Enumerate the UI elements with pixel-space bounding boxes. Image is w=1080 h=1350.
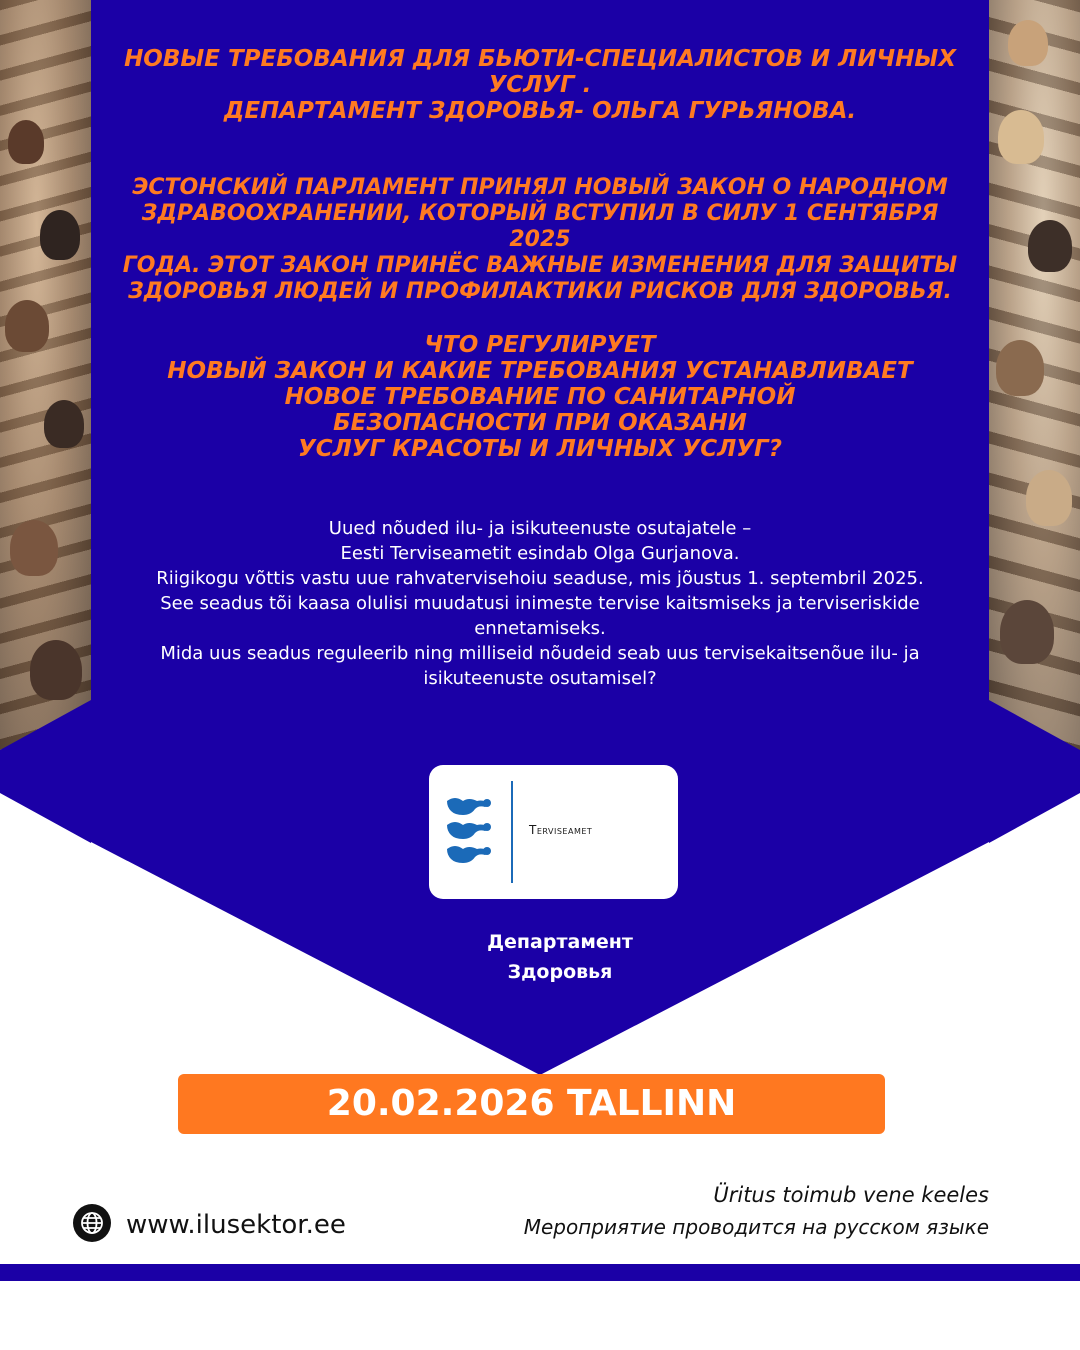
intro-heading-line: НОВЫЕ ТРЕБОВАНИЯ ДЛЯ БЬЮТИ-СПЕЦИАЛИСТОВ И ЛИЧНЫХ [124, 46, 956, 72]
estonian-line: See seadus tõi kaasa olulisi muudatusi inimeste tervise kaitsmiseks ja terviseriskide [160, 593, 920, 614]
language-note-estonian: Üritus toimub vene keeles [713, 1183, 989, 1207]
event-date-place: 20.02.2026 TALLINN [326, 1083, 737, 1124]
estonian-line: Mida uus seadus reguleerib ning milliseid nõudeid seab uus tervisekaitsenõue ilu- ja [160, 643, 920, 664]
estonian-description [110, 516, 970, 691]
estonian-line: ennetamiseks. [474, 618, 606, 639]
intro-heading-line: УСЛУГ . [488, 72, 592, 98]
event-date-banner [178, 1074, 885, 1134]
intro-heading-line: ДЕПАРТАМЕНТ ЗДОРОВЬЯ- ОЛЬГА ГУРЬЯНОВА. [223, 98, 857, 124]
question-heading [110, 332, 970, 462]
law-heading-line: ГОДА. ЭТОТ ЗАКОН ПРИНЁС ВАЖНЫЕ ИЗМЕНЕНИЯ ДЛЯ ЗАЩИТЫ [122, 253, 958, 278]
bottom-stripe [0, 1264, 1080, 1281]
question-heading-line: НОВЫЙ ЗАКОН И КАКИЕ ТРЕБОВАНИЯ УСТАНАВЛИВАЕТ [167, 358, 913, 384]
law-heading [110, 175, 970, 305]
law-heading-line: ЭСТОНСКИЙ ПАРЛАМЕНТ ПРИНЯЛ НОВЫЙ ЗАКОН О НАРОДНОМ [132, 175, 948, 200]
terviseamet-logo-card [429, 765, 678, 899]
department-label [460, 927, 660, 987]
question-heading-line: ЧТО РЕГУЛИРУЕТ [424, 332, 656, 358]
estonian-line: Uued nõuded ilu- ja isikuteenuste osutajatele – [328, 518, 752, 539]
department-line: Департамент [487, 931, 633, 953]
globe-icon [73, 1204, 111, 1242]
estonian-line: Eesti Terviseametit esindab Olga Gurjanova. [340, 543, 740, 564]
estonian-line: Riigikogu võttis vastu uue rahvatervisehoiu seaduse, mis jõustus 1. septembril 2025. [156, 568, 924, 589]
question-heading-line: БЕЗОПАСНОСТИ ПРИ ОКАЗАНИ [333, 410, 747, 436]
estonian-three-lions-coat-of-arms-icon [443, 795, 499, 867]
question-heading-line: УСЛУГ КРАСОТЫ И ЛИЧНЫХ УСЛУГ? [298, 436, 782, 462]
law-heading-line: ЗДОРОВЬЯ ЛЮДЕЙ И ПРОФИЛАКТИКИ РИСКОВ ДЛЯ ЗДОРОВЬЯ. [128, 279, 952, 304]
logo-wordmark: Terviseamet [529, 823, 593, 837]
logo-divider [511, 781, 513, 883]
website-link[interactable]: www.ilusektor.ee [126, 1210, 346, 1240]
question-heading-line: НОВОЕ ТРЕБОВАНИЕ ПО САНИТАРНОЙ [284, 384, 796, 410]
language-note-russian: Мероприятие проводится на русском языке [523, 1215, 989, 1239]
estonian-line: isikuteenuste osutamisel? [423, 668, 657, 689]
law-heading-line: ЗДРАВООХРАНЕНИИ, КОТОРЫЙ ВСТУПИЛ В СИЛУ 1 СЕНТЯБРЯ 2025 [141, 201, 939, 252]
department-line: Здоровья [507, 961, 613, 983]
intro-heading [110, 46, 970, 124]
